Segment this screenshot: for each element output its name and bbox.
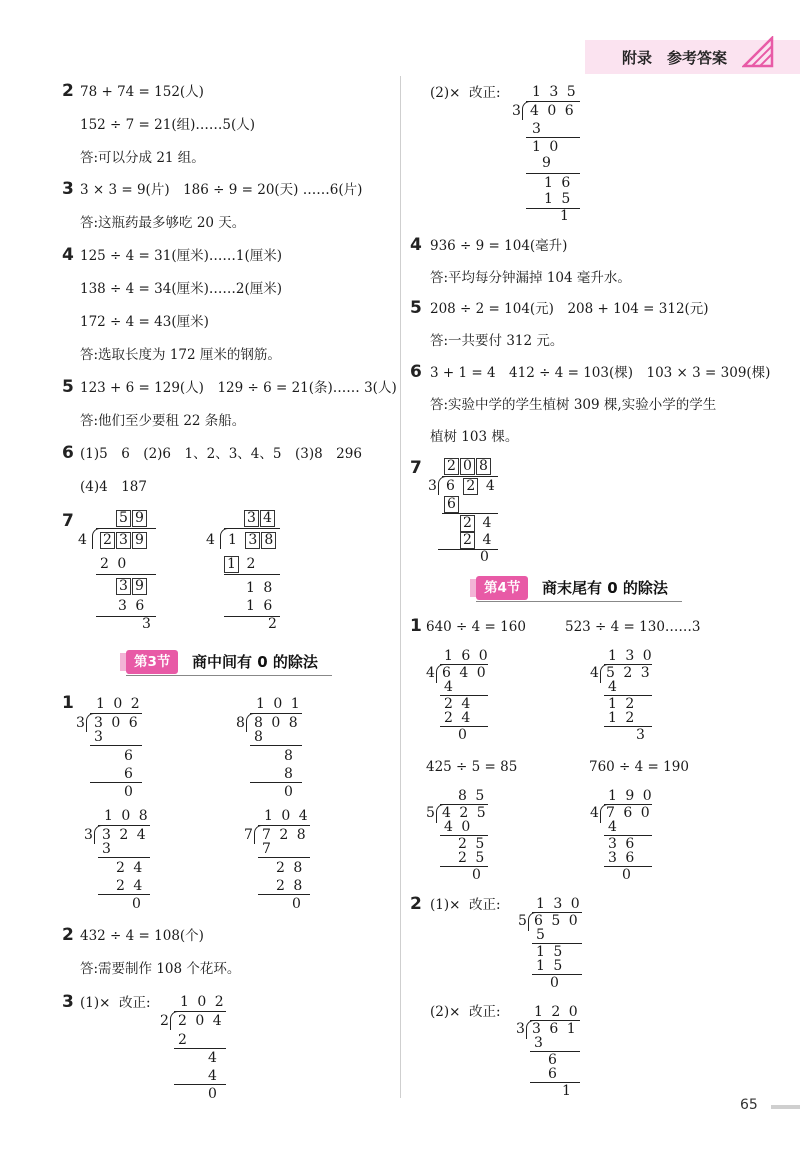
equation: 425 ÷ 5 = 85 bbox=[426, 759, 518, 775]
correction-label: 改正: bbox=[469, 85, 501, 101]
answer-line: (4)4 187 bbox=[80, 479, 147, 495]
divisor: 3 bbox=[512, 103, 523, 119]
question-number: 6 bbox=[62, 443, 74, 463]
correction-label: 改正: bbox=[469, 897, 501, 913]
digit-box: 3 bbox=[116, 532, 131, 549]
header-title: 附录 参考答案 bbox=[622, 49, 728, 67]
step: 8 bbox=[284, 766, 295, 782]
wrong-mark-icon: × bbox=[449, 1004, 461, 1020]
answer-line: 125 ÷ 4 = 31(厘米)……1(厘米) bbox=[80, 248, 282, 264]
step: 0 bbox=[284, 784, 295, 800]
step: 3 bbox=[102, 841, 113, 857]
divisor: 3 bbox=[84, 827, 95, 843]
step: 0 bbox=[124, 784, 135, 800]
part-label bbox=[80, 994, 151, 1012]
digit-box: 8 bbox=[261, 532, 276, 549]
question-number: 7 bbox=[410, 458, 422, 478]
page-bar bbox=[771, 1105, 800, 1109]
partial-product: 2 0 bbox=[100, 556, 129, 572]
step: 2 8 bbox=[276, 878, 305, 894]
part-label bbox=[430, 84, 501, 102]
equation: 760 ÷ 4 = 190 bbox=[589, 759, 689, 775]
answer-line: 3 + 1 = 4 412 ÷ 4 = 103(棵) 103 × 3 = 309(棵) bbox=[430, 365, 771, 381]
step: 6 bbox=[124, 748, 135, 764]
quotient: 1 3 5 bbox=[532, 84, 578, 100]
question-number: 5 bbox=[62, 377, 74, 397]
step: 2 8 bbox=[276, 860, 305, 876]
digit-box: 4 bbox=[260, 510, 275, 527]
answer-line: 答:平均每分钟漏掉 104 毫升水。 bbox=[430, 270, 631, 286]
step: 0 bbox=[292, 896, 303, 912]
divisor: 4 bbox=[206, 532, 217, 548]
digit-box: 5 bbox=[116, 510, 131, 527]
answer-line: 植树 103 棵。 bbox=[430, 429, 519, 445]
quotient: 1 2 0 bbox=[534, 1004, 580, 1020]
answer-line: 138 ÷ 4 = 34(厘米)……2(厘米) bbox=[80, 281, 282, 297]
step: 1 6 bbox=[544, 175, 573, 191]
question-number: 2 bbox=[62, 925, 74, 945]
step: 1 2 bbox=[608, 710, 637, 726]
question-number: 4 bbox=[410, 235, 422, 255]
digit-box: 9 bbox=[132, 578, 147, 595]
step: 5 bbox=[536, 927, 547, 943]
divisor: 2 bbox=[160, 1013, 171, 1029]
question-number: 3 bbox=[62, 179, 74, 199]
step: 0 bbox=[622, 867, 633, 883]
divisor: 8 bbox=[236, 715, 247, 731]
section-badge: 第3节 bbox=[126, 650, 178, 674]
step: 3 6 bbox=[608, 836, 637, 852]
question-number: 4 bbox=[62, 245, 74, 265]
quotient: 1 6 0 bbox=[444, 648, 490, 664]
step: 7 bbox=[262, 841, 273, 857]
digit: 6 bbox=[446, 478, 457, 494]
digit-box: 0 bbox=[460, 458, 475, 475]
part-label bbox=[430, 896, 501, 914]
step: 8 bbox=[254, 729, 265, 745]
step: 3 bbox=[532, 121, 543, 137]
partial-product: 1 6 bbox=[246, 598, 275, 614]
answer-line: 答:这瓶药最多够吃 20 天。 bbox=[80, 215, 246, 231]
digit: 4 bbox=[482, 515, 494, 531]
quotient: 1 0 8 bbox=[104, 808, 150, 824]
digit-box: 2 bbox=[460, 515, 475, 532]
part-index: (2) bbox=[430, 1004, 450, 1020]
digit-box: 2 bbox=[463, 478, 478, 495]
step: 1 5 bbox=[536, 958, 565, 974]
dividend: 4 2 5 bbox=[442, 805, 488, 821]
digit-box: 2 bbox=[444, 458, 459, 475]
page-number: 65 bbox=[740, 1097, 758, 1113]
question-number: 1 bbox=[62, 693, 74, 713]
quotient: 1 0 1 bbox=[256, 696, 302, 712]
step: 9 bbox=[542, 155, 553, 171]
step: 4 bbox=[208, 1050, 219, 1066]
quotient: 1 0 4 bbox=[264, 808, 310, 824]
divisor: 4 bbox=[590, 665, 601, 681]
question-number: 5 bbox=[410, 298, 422, 318]
step: 6 bbox=[548, 1066, 559, 1082]
answer-line: 答:可以分成 21 组。 bbox=[80, 150, 205, 166]
step: 0 bbox=[132, 896, 143, 912]
divisor: 7 bbox=[244, 827, 255, 843]
step: 0 bbox=[458, 727, 469, 743]
answer-line: 3 × 3 = 9(片) 186 ÷ 9 = 20(天) ……6(片) bbox=[80, 182, 363, 198]
part-index: (1) bbox=[80, 995, 100, 1011]
step: 3 bbox=[534, 1035, 545, 1051]
section-title: 商中间有 0 的除法 bbox=[192, 653, 318, 671]
step: 3 bbox=[636, 727, 647, 743]
remainder: 3 bbox=[142, 616, 153, 632]
remainder: 1 bbox=[562, 1083, 573, 1099]
step: 8 bbox=[284, 748, 295, 764]
divisor: 5 bbox=[518, 913, 529, 929]
step: 4 bbox=[444, 679, 455, 695]
digit: 4 bbox=[482, 532, 494, 548]
dividend: 7 6 0 bbox=[606, 805, 652, 821]
equation: 523 ÷ 4 = 130……3 bbox=[565, 619, 701, 635]
correction-label: 改正: bbox=[119, 995, 151, 1011]
dividend: 3 0 6 bbox=[94, 715, 140, 731]
answer-line: 答:需要制作 108 个花环。 bbox=[80, 961, 241, 977]
remainder: 2 bbox=[268, 616, 279, 632]
dividend: 6 5 0 bbox=[534, 913, 580, 929]
divisor: 4 bbox=[78, 532, 89, 548]
answer-line: 答:他们至少要租 22 条船。 bbox=[80, 413, 246, 429]
dividend: 3 2 4 bbox=[102, 827, 148, 843]
question-number: 7 bbox=[62, 511, 74, 531]
digit-box: 3 bbox=[245, 532, 260, 549]
correction-label: 改正: bbox=[469, 1004, 501, 1020]
part-index: (2) bbox=[430, 85, 450, 101]
ruler-triangle-icon bbox=[742, 36, 776, 68]
remainder: 0 bbox=[480, 549, 491, 565]
dividend: 2 0 4 bbox=[178, 1013, 224, 1029]
divisor: 3 bbox=[76, 715, 87, 731]
section-heading bbox=[476, 576, 682, 600]
digit: 1 bbox=[228, 532, 239, 548]
answer-line: 152 ÷ 7 = 21(组)……5(人) bbox=[80, 117, 255, 133]
answer-line: 123 + 6 = 129(人) 129 ÷ 6 = 21(条)…… 3(人) bbox=[80, 380, 397, 396]
step: 2 5 bbox=[458, 850, 487, 866]
step: 2 4 bbox=[444, 696, 473, 712]
divisor: 3 bbox=[516, 1021, 527, 1037]
divisor: 5 bbox=[426, 805, 437, 821]
wrong-mark-icon: × bbox=[449, 897, 461, 913]
dividend: 7 2 8 bbox=[262, 827, 308, 843]
section-title: 商末尾有 0 的除法 bbox=[542, 579, 668, 597]
wrong-mark-icon: × bbox=[449, 85, 461, 101]
quotient: 1 3 0 bbox=[608, 648, 654, 664]
answer-line: 答:一共要付 312 元。 bbox=[430, 333, 564, 349]
answer-line: 答:实验中学的学生植树 309 棵,实验小学的学生 bbox=[430, 397, 717, 413]
digit: 4 bbox=[485, 478, 497, 494]
digit-box: 3 bbox=[244, 510, 259, 527]
divisor: 4 bbox=[590, 805, 601, 821]
step: 0 bbox=[472, 867, 483, 883]
partial-product: 3 6 bbox=[118, 598, 147, 614]
part-index: (1) bbox=[430, 897, 450, 913]
step: 4 bbox=[608, 819, 619, 835]
digit-box: 2 bbox=[100, 532, 115, 549]
column-divider bbox=[400, 76, 401, 1098]
step: 2 4 bbox=[444, 710, 473, 726]
dividend: 5 2 3 bbox=[606, 665, 652, 681]
quotient: 8 5 bbox=[458, 788, 487, 804]
answer-line: 答:选取长度为 172 厘米的钢筋。 bbox=[80, 347, 281, 363]
step: 1 5 bbox=[536, 944, 565, 960]
step: 4 0 bbox=[444, 819, 473, 835]
quotient: 1 3 0 bbox=[536, 896, 582, 912]
divisor: 4 bbox=[426, 665, 437, 681]
question-number: 6 bbox=[410, 362, 422, 382]
divisor: 3 bbox=[428, 478, 439, 494]
answer-line: 936 ÷ 9 = 104(毫升) bbox=[430, 238, 568, 254]
digit: 2 bbox=[246, 556, 258, 572]
answer-line: 78 + 74 = 152(人) bbox=[80, 84, 204, 100]
quotient: 1 9 0 bbox=[608, 788, 654, 804]
answer-line: (1)5 6 (2)6 1、2、3、4、5 (3)8 296 bbox=[80, 446, 362, 462]
remainder: 1 bbox=[560, 208, 571, 224]
digit-box: 1 bbox=[224, 556, 239, 573]
step: 2 bbox=[178, 1032, 189, 1048]
step: 2 4 bbox=[116, 878, 145, 894]
step: 1 2 bbox=[608, 696, 637, 712]
step: 4 bbox=[608, 679, 619, 695]
partial-product: 1 8 bbox=[246, 580, 275, 596]
digit-box: 6 bbox=[444, 496, 459, 513]
section-heading bbox=[126, 650, 332, 674]
equation: 640 ÷ 4 = 160 bbox=[426, 619, 526, 635]
dividend: 8 0 8 bbox=[254, 715, 300, 731]
section-badge: 第4节 bbox=[476, 576, 528, 600]
digit-box: 9 bbox=[132, 510, 147, 527]
step: 1 0 bbox=[532, 139, 561, 155]
dividend: 3 6 1 bbox=[532, 1021, 578, 1037]
part-label bbox=[430, 1003, 501, 1021]
step: 2 4 bbox=[116, 860, 145, 876]
digit-box: 8 bbox=[476, 458, 491, 475]
step: 4 bbox=[208, 1068, 219, 1084]
question-number: 3 bbox=[62, 992, 74, 1012]
digit-box: 3 bbox=[116, 578, 131, 595]
answer-line: 172 ÷ 4 = 43(厘米) bbox=[80, 314, 209, 330]
digit-box: 9 bbox=[132, 532, 147, 549]
dividend: 6 4 0 bbox=[442, 665, 488, 681]
question-number: 2 bbox=[62, 81, 74, 101]
quotient: 1 0 2 bbox=[180, 994, 226, 1010]
answer-line: 208 ÷ 2 = 104(元) 208 + 104 = 312(元) bbox=[430, 301, 709, 317]
digit-box: 2 bbox=[460, 532, 475, 549]
step: 6 bbox=[548, 1052, 559, 1068]
step: 6 bbox=[124, 766, 135, 782]
step: 0 bbox=[208, 1086, 219, 1102]
step: 3 6 bbox=[608, 850, 637, 866]
dividend: 4 0 6 bbox=[530, 103, 576, 119]
step: 1 5 bbox=[544, 191, 573, 207]
answer-line: 432 ÷ 4 = 108(个) bbox=[80, 928, 204, 944]
wrong-mark-icon: × bbox=[99, 995, 111, 1011]
question-number: 2 bbox=[410, 894, 422, 914]
step: 3 bbox=[94, 729, 105, 745]
quotient: 1 0 2 bbox=[96, 696, 142, 712]
step: 0 bbox=[550, 975, 561, 991]
question-number: 1 bbox=[410, 616, 422, 636]
step: 2 5 bbox=[458, 836, 487, 852]
